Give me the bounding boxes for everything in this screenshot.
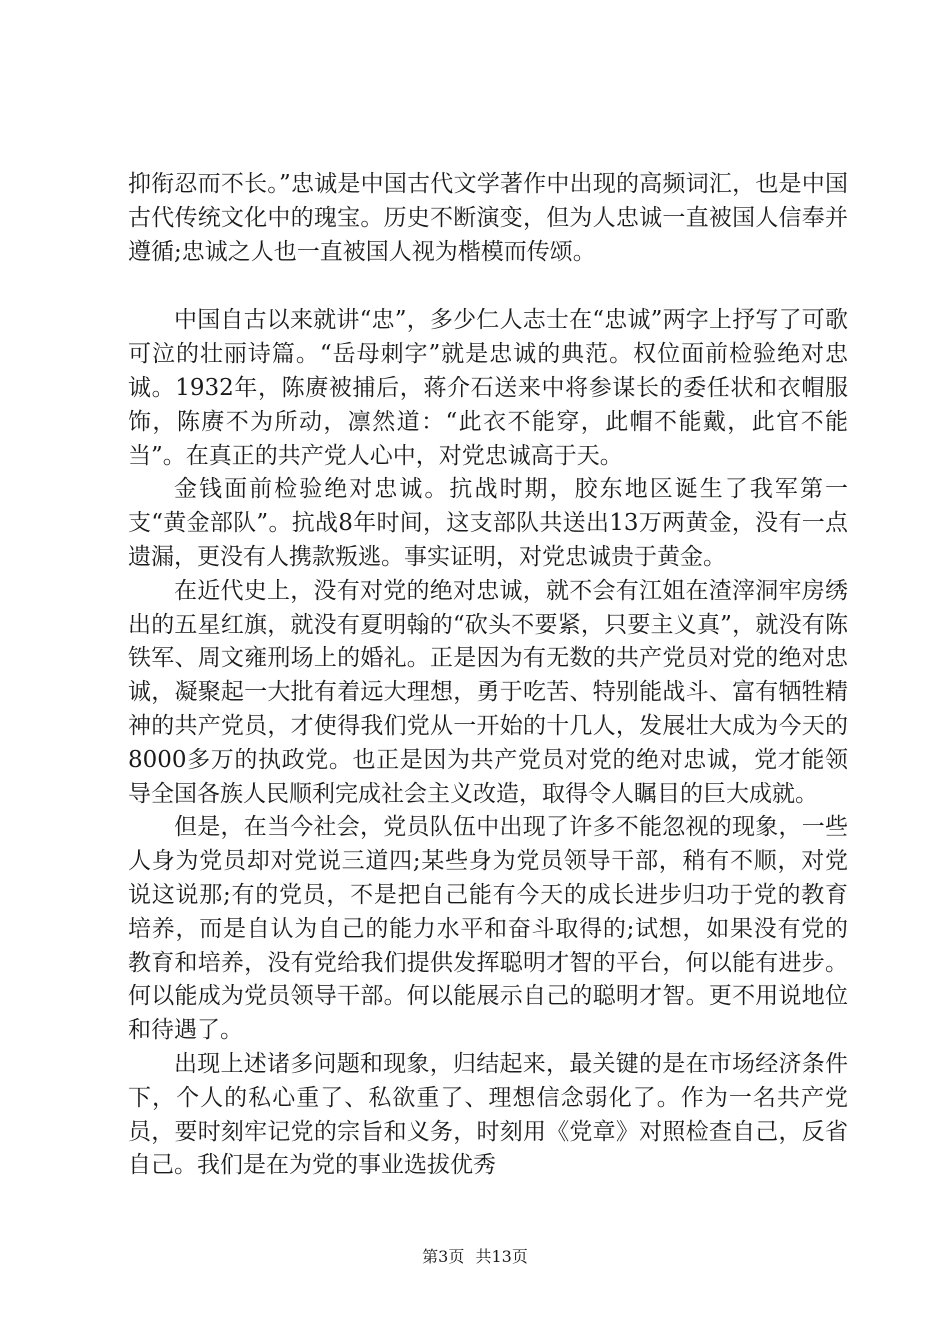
paragraph: 但是，在当今社会，党员队伍中出现了许多不能忽视的现象，一些人身为党员却对党说三道四;某些身为党员领导干部，稍有不顺，对党说这说那;有的党员，不是把自己能有今天的成长进步归功于党的教育培养，而是自认为自己的能力水平和奋斗取得的;试想，如果没有党的教育和培养，没有党给我们提供发挥聪明才智的平台，何以能有进步。何以能成为党员领导干部。何以能展示自己的聪明才智。更不用说地位和待遇了。 — [128, 814, 848, 1044]
paragraph: 金钱面前检验绝对忠诚。抗战时期，胶东地区诞生了我军第一支“黄金部队”。抗战8年时间，这支部队共送出13万两黄金，没有一点遗漏，更没有人携款叛逃。事实证明，对党忠诚贵于黄金。 — [128, 476, 848, 570]
document-body — [128, 168, 848, 1183]
paragraph: 在近代史上，没有对党的绝对忠诚，就不会有江姐在渣滓洞牢房绣出的五星红旗，就没有夏明翰的“砍头不要紧，只要主义真”，就没有陈铁军、周文雍刑场上的婚礼。正是因为有无数的共产党员对党的绝对忠诚，凝聚起一大批有着远大理想，勇于吃苦、特别能战斗、富有牺牲精神的共产党员，才使得我们党从一开始的十几人，发展壮大成为今天的8000多万的执政党。也正是因为共产党员对党的绝对忠诚，党才能领导全国各族人民顺利完成社会主义改造，取得令人瞩目的巨大成就。 — [128, 577, 848, 807]
paragraph: 抑衔忍而不长。”忠诚是中国古代文学著作中出现的高频词汇，也是中国古代传统文化中的瑰宝。历史不断演变，但为人忠诚一直被国人信奉并遵循;忠诚之人也一直被国人视为楷模而传颂。 — [128, 171, 848, 265]
total-pages: 共13页 — [475, 1247, 528, 1266]
page-footer — [0, 1244, 950, 1267]
paragraph: 出现上述诸多问题和现象，归结起来，最关键的是在市场经济条件下，个人的私心重了、私欲重了、理想信念弱化了。作为一名共产党员，要时刻牢记党的宗旨和义务，时刻用《党章》对照检查自己，反省自己。我们是在为党的事业选拔优秀 — [128, 1050, 848, 1179]
paragraph: 中国自古以来就讲“忠”，多少仁人志士在“忠诚”两字上抒写了可歌可泣的壮丽诗篇。“岳母刺字”就是忠诚的典范。权位面前检验绝对忠诚。1932年，陈赓被捕后，蒋介石送来中将参谋长的委任状和衣帽服饰，陈赓不为所动，凛然道：“此衣不能穿，此帽不能戴，此官不能当”。在真正的共产党人心中，对党忠诚高于天。 — [128, 307, 848, 469]
page-number: 第3页 — [422, 1247, 465, 1266]
